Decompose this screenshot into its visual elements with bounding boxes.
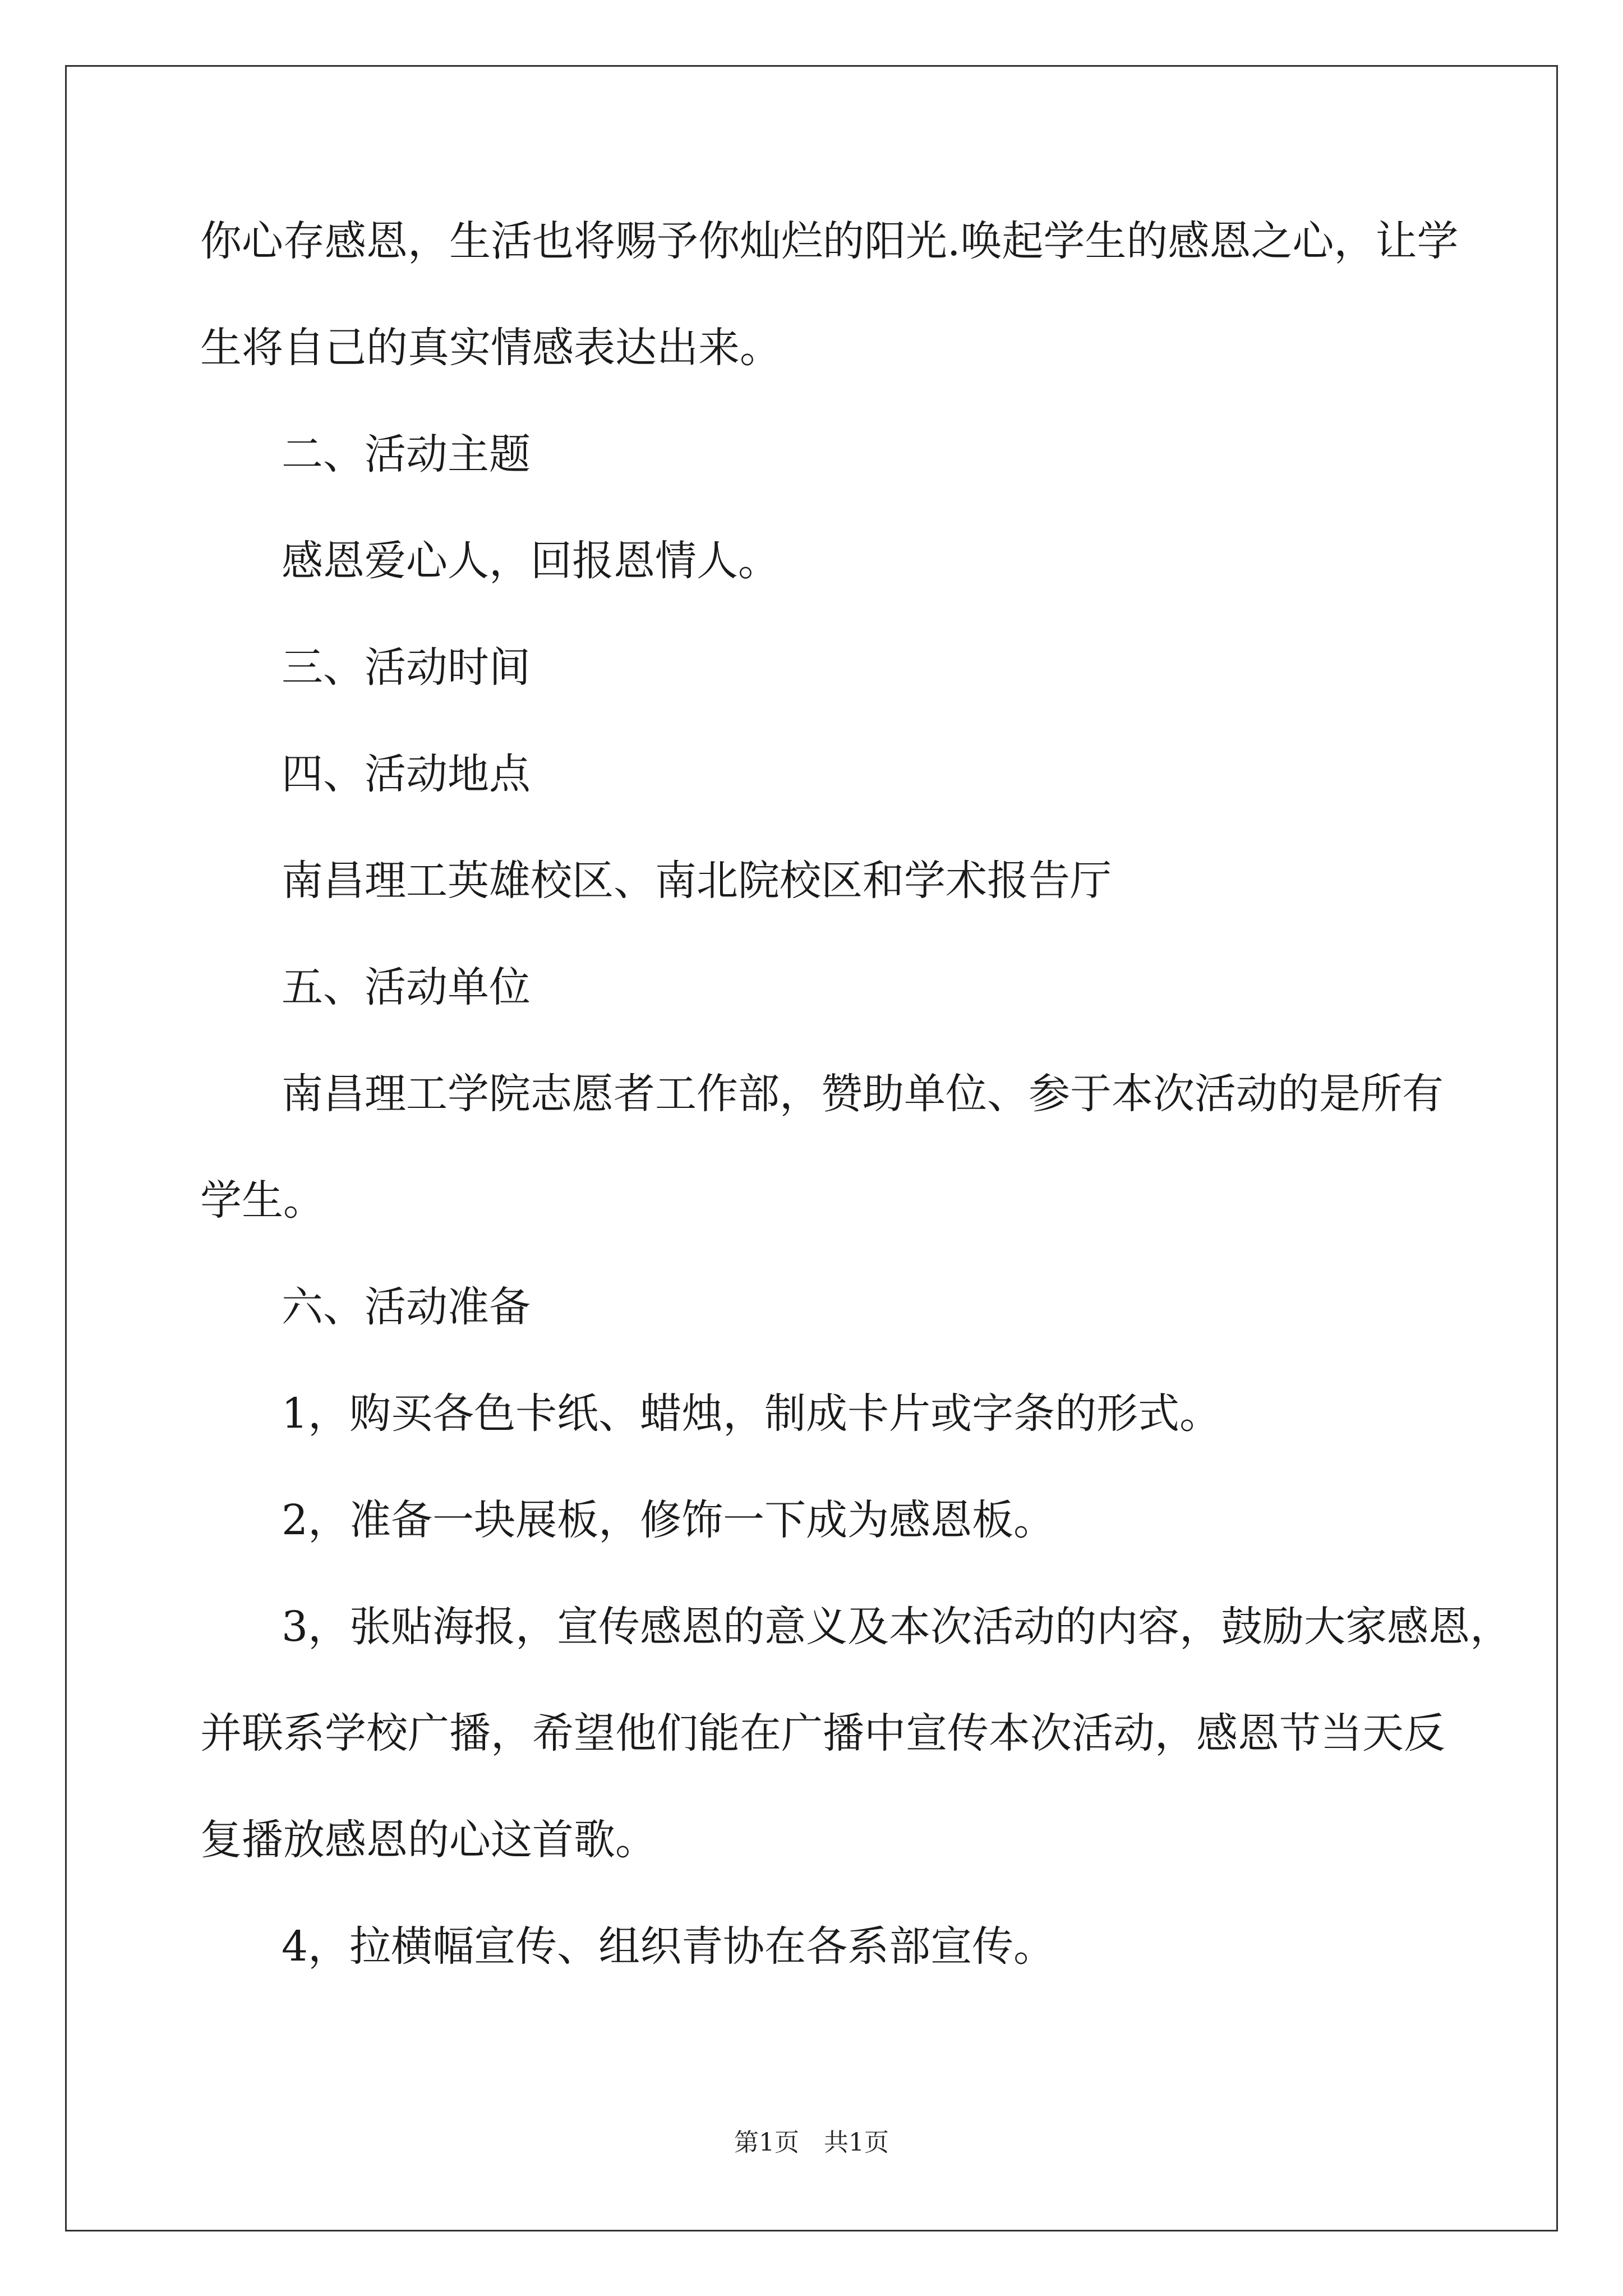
- section-heading: 三、活动时间: [282, 643, 531, 692]
- section-heading: 四、活动地点: [282, 750, 531, 798]
- paragraph-line: 并联系学校广播，希望他们能在广播中宣传本次活动，感恩节当天反: [200, 1709, 1445, 1757]
- section-heading: 五、活动单位: [282, 963, 531, 1011]
- paragraph-line: 南昌理工英雄校区、南北院校区和学术报告厅: [282, 857, 1112, 905]
- paragraph-line: 学生。: [200, 1176, 325, 1225]
- paragraph-line: 生将自己的真实情感表达出来。: [200, 324, 781, 372]
- paragraph-line: 感恩爱心人，回报恩情人。: [282, 537, 780, 585]
- page-border: [65, 65, 1558, 2231]
- section-heading: 六、活动准备: [282, 1283, 531, 1331]
- list-item: 3，张贴海报，宣传感恩的意义及本次活动的内容，鼓励大家感恩，: [282, 1603, 1512, 1651]
- list-item: 2，准备一块展板，修饰一下成为感恩板。: [282, 1496, 1055, 1544]
- list-item: 4，拉横幅宣传、组织青协在各系部宣传。: [282, 1922, 1055, 1971]
- page-number-footer: 第1页 共1页: [734, 2128, 889, 2157]
- list-item: 1，购买各色卡纸、蜡烛，制成卡片或字条的形式。: [282, 1389, 1221, 1438]
- paragraph-line: 复播放感恩的心这首歌。: [200, 1816, 657, 1864]
- paragraph-line: 南昌理工学院志愿者工作部，赞助单位、参于本次活动的是所有: [282, 1070, 1444, 1118]
- paragraph-line: 你心存感恩，生活也将赐予你灿烂的阳光.唤起学生的感恩之心，让学: [200, 217, 1459, 265]
- section-heading: 二、活动主题: [282, 430, 531, 478]
